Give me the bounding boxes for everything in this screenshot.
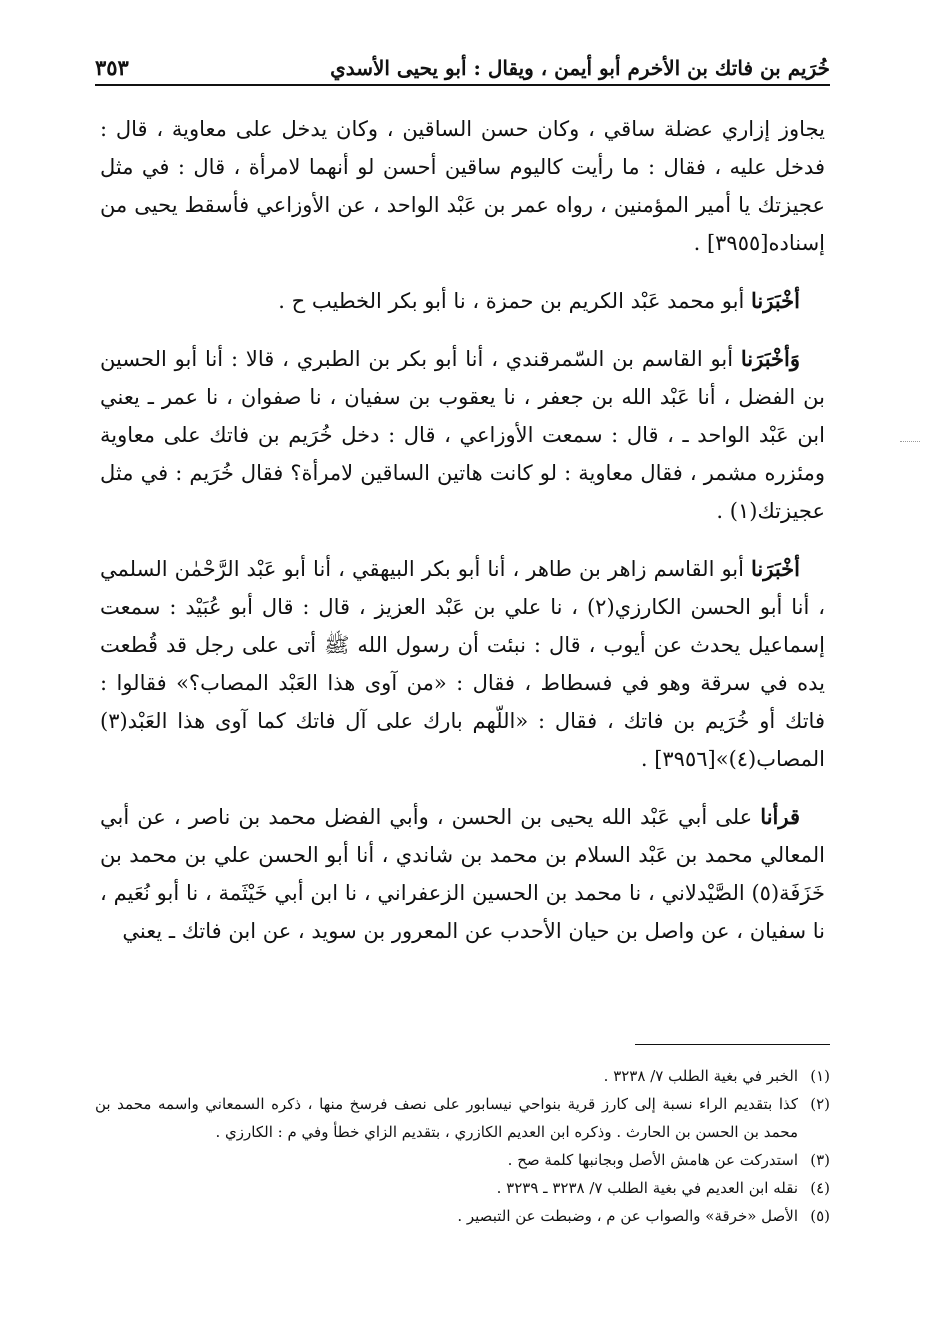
footnote-number: (٥) [810,1207,830,1225]
paragraph-text: يجاوز إزاري عضلة ساقي ، وكان حسن الساقين ، وكان يدخل على معاوية ، قال : فدخل عليه ، فقال : ما رأيت كاليوم ساقين أحسن لو أنهما لامرأة ، قال : في مثل عجيزتك يا أمير المؤمنين ، رواه عمر بن عَبْد الواحد ، عن الأوزاعي فأسقط يحيى من إسناده[٣٩٥٥] . [100,117,825,255]
paragraph-text: على أبي عَبْد الله يحيى بن الحسن ، وأبي الفضل محمد بن ناصر ، عن أبي المعالي محمد بن عَبْد السلام بن محمد بن شاندي ، أنا أبو الحسن علي بن محمد بن خَزَفَة(٥) الصَّيْدلاني ، نا محمد بن الحسين الزعفراني ، نا ابن أبي خَيْثَمة ، نا أبو نُعَيم ، نا سفيان ، عن واصل بن حيان الأحدب عن المعرور بن سويد ، عن ابن فاتك ـ يعني [100,805,825,943]
footnote [95,1090,830,1146]
paragraph-text: أبو القاسم بن السّمرقندي ، أنا أبو بكر بن الطبري ، قالا : أنا أبو الحسين بن الفضل ، أنا عَبْد الله بن جعفر ، نا يعقوب بن سفيان ، نا صفوان ، نا عمر ـ يعني ابن عَبْد الواحد ـ ، قال : سمعت الأوزاعي ، قال : دخل خُرَيم بن فاتك على معاوية ومئزره مشمر ، فقال معاوية : لو كانت هاتين الساقين لامرأة؟ فقال خُرَيم : في مثل عجيزتك(١) . [100,347,825,523]
paragraph [100,798,825,950]
footnote [95,1062,830,1090]
margin-mark [900,441,920,442]
paragraph [100,340,825,530]
footnote-text: الخبر في بغية الطلب ٧/ ٣٢٣٨ . [603,1067,798,1085]
paragraph-lead: وَأخْبَرَنا [740,346,800,371]
paragraph [100,282,825,320]
main-text [100,110,825,970]
footnote-number: (٤) [810,1179,830,1197]
paragraph-text: أبو محمد عَبْد الكريم بن حمزة ، نا أبو بكر الخطيب ح . [278,289,752,313]
footnote-number: (٢) [810,1095,830,1113]
footnote-separator [635,1044,830,1045]
paragraph-lead: قرأنا [760,804,800,829]
footnote-text: كذا بتقديم الراء نسبة إلى كارز قرية بنواحي نيسابور على نصف فرسخ منها ، ذكره السمعاني واسمه محمد بن محمد بن الحسن بن الحارث . وذكره ابن العديم الكازري ، بتقديم الزاي خطأ وفي م : الكارزي . [95,1095,798,1141]
footnotes [95,1062,830,1230]
footnote-text: الأصل «خرقة» والصواب عن م ، وضبطت عن التبصير . [457,1207,798,1225]
footnote-text: استدركت عن هامش الأصل وبجانبها كلمة صح . [507,1151,798,1169]
footnote-number: (١) [810,1067,830,1085]
paragraph-lead: أخْبَرَنا [751,288,800,313]
footnote [95,1146,830,1174]
footnote [95,1202,830,1230]
footnote-number: (٣) [810,1151,830,1169]
paragraph [100,550,825,778]
page-number: ٣٥٣ [95,55,129,80]
paragraph [100,110,825,262]
page-header [95,50,830,86]
footnote-text: نقله ابن العديم في بغية الطلب ٧/ ٣٢٣٨ ـ ٣٢٣٩ . [496,1179,798,1197]
footnote [95,1174,830,1202]
paragraph-text: أبو القاسم زاهر بن طاهر ، أنا أبو بكر البيهقي ، أنا أبو عَبْد الرَّحْمٰن السلمي ، أنا أبو الحسن الكارزي(٢) ، نا علي بن عَبْد العزيز ، قال : قال أبو عُبَيْد : سمعت إسماعيل يحدث عن أيوب ، قال : نبئت أن رسول الله ﷺ أتى على رجل قد قُطعت يده في سرقة وهو في فسطاط ، فقال : «من آوى هذا العَبْد المصاب؟» فقالوا : فاتك أو خُرَيم بن فاتك ، فقال : «اللّهم بارك على آل فاتك كما آوى هذا العَبْد(٣) المصاب(٤)»[٣٩٥٦] . [100,557,825,771]
running-title: خُرَيم بن فاتك بن الأخرم أبو أيمن ، ويقال : أبو يحيى الأسدي [330,56,830,80]
paragraph-lead: أخْبَرَنا [751,556,800,581]
